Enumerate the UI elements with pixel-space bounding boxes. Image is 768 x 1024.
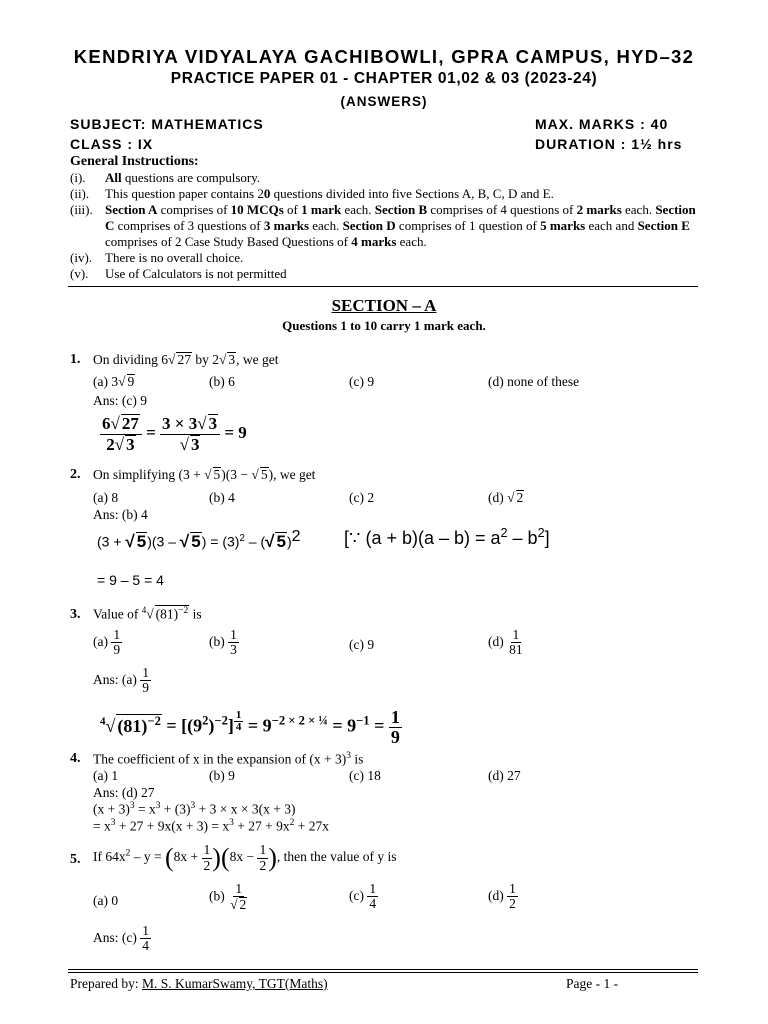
footer-author: Prepared by: M. S. KumarSwamy, TGT(Maths): [70, 976, 328, 991]
option-c: (c) 9: [349, 637, 375, 652]
footer-divider: [68, 969, 698, 970]
option-c: (c) $\frac{1}{4}$: [349, 881, 377, 912]
answer: Ans: (c) $\frac{1}{4}$: [93, 923, 149, 954]
page-number: Page - 1 -: [566, 976, 619, 991]
option-d: (d) 27: [488, 768, 521, 783]
answer: Ans: (c) 9: [93, 393, 147, 408]
option-b: (b) 6: [209, 374, 235, 389]
identity-hint: [∵ $(a + b)(a - b) = a^2 - b^2$]: [344, 526, 550, 548]
option-d: (d) √ 2: [488, 490, 524, 505]
worked-solution: (3 + √ 5)(3 – √ $5) = (3)^2$ – (√ 5)$^2$: [97, 528, 301, 551]
divider: [68, 286, 698, 287]
instruction-text: This question paper contains 20 questions divided into five Sections A, B, C, D and E.: [105, 186, 554, 201]
answer: Ans: (d) 27: [93, 785, 155, 800]
question-text: Value of $^4$√ $(81)^{-2}$ is: [93, 605, 202, 622]
answer: Ans: (b) 4: [93, 507, 148, 522]
option-d: (d) $\frac{1}{2}$: [488, 881, 516, 912]
answers-label: (ANSWERS): [340, 94, 428, 109]
section-subtitle: Questions 1 to 10 carry 1 mark each.: [282, 318, 486, 333]
instructions-title: General Instructions:: [70, 154, 199, 169]
question-number: 5.: [70, 852, 81, 867]
max-marks-label: MAX. MARKS : 40: [535, 116, 669, 132]
class-label: CLASS : IX: [70, 136, 154, 152]
option-a: (a) 8: [93, 490, 119, 505]
question-text: On simplifying (3 + √ 5)(3 − √ 5), we get: [93, 467, 316, 482]
option-a: (a) 3√ 9: [93, 374, 135, 389]
instruction-text: Section A comprises of 10 MCQs of 1 mark each. Section B comprises of 4 questions of 2 marks each. Section C comprises of 3 questions of 3 marks each. Section D comprises of 1 question of 5 marks each and Section E comprises of 2 Case Study Based Questions of 4 marks each.: [105, 202, 696, 249]
question-number: 2.: [70, 467, 81, 482]
option-d: (d) none of these: [488, 374, 580, 389]
question-text: If $64x^2 - y = (8x$ + $\frac{1}{2}$ )(8x − $\frac{1}{2}$ ), then the value of y is: [93, 842, 397, 873]
answer: Ans: (a) $\frac{1}{9}$: [93, 665, 149, 696]
option-b: (b) 9: [209, 768, 235, 783]
instruction-number: (i).: [70, 170, 86, 185]
instruction-number: (ii).: [70, 186, 90, 201]
instruction-text: There is no overall choice.: [105, 250, 244, 265]
question-text: On dividing 6√ 27 by 2√ 3, we get: [93, 352, 279, 367]
worked-solution: $\frac{6√ 27}{2√ 3}$ = $\frac{3 \times 3√ 3}{√ 3}$ = 9: [102, 414, 247, 454]
option-a: (a) 1: [93, 768, 119, 783]
question-text: The coefficient of x in the expansion of $(x + 3)^3$ is: [93, 751, 364, 767]
section-title: SECTION – A: [331, 296, 437, 315]
option-c: (c) 18: [349, 768, 381, 783]
instruction-number: (iii).: [70, 202, 93, 217]
instruction-text: All questions are compulsory.: [105, 170, 261, 185]
option-b: (b) $\frac{1}{√ 2}$: [209, 881, 247, 913]
footer-divider: [68, 972, 698, 973]
worked-solution-line2: = $x^3 + 27 + 9x(x + 3) = x^3 + 27 + 9x^2 + 27x$: [93, 818, 329, 834]
instruction-number: (iv).: [70, 250, 93, 265]
option-c: (c) 9: [349, 374, 375, 389]
option-c: (c) 2: [349, 490, 375, 505]
worked-solution-line2: = 9 – 5 = 4: [97, 572, 164, 588]
option-a: (a) 0: [93, 893, 119, 908]
option-a: (a) $\frac{1}{9}$: [93, 627, 121, 658]
question-number: 4.: [70, 751, 81, 766]
question-number: 3.: [70, 607, 81, 622]
paper-title: PRACTICE PAPER 01 - CHAPTER 01,02 & 03 (2023-24): [170, 70, 598, 87]
subject-label: SUBJECT: MATHEMATICS: [70, 116, 264, 132]
instruction-text: Use of Calculators is not permitted: [105, 266, 287, 281]
option-b: (b) $\frac{1}{3}$: [209, 627, 237, 658]
worked-solution: $^4$√ $(81)^{-2} = [(9^2)^{-2}]$ $^{\frac{1}{4}}$ = $9^{-2 \times 2 \times \frac{1}{4}} = 9^{-1}$ = $\frac{1}{9}$: [100, 707, 400, 747]
option-b: (b) 4: [209, 490, 235, 505]
instruction-number: (v).: [70, 266, 89, 281]
option-d: (d) $\frac{1}{81}$: [488, 627, 523, 658]
worked-solution: $(x + 3)^3 = x^3 + (3)^3 + 3 \times x \times 3(x + 3)$: [93, 801, 296, 817]
school-name: KENDRIYA VIDYALAYA GACHIBOWLI, GPRA CAMPUS, HYD–32: [73, 46, 695, 67]
duration-label: DURATION : 1½ hrs: [535, 136, 683, 152]
question-number: 1.: [70, 352, 81, 367]
